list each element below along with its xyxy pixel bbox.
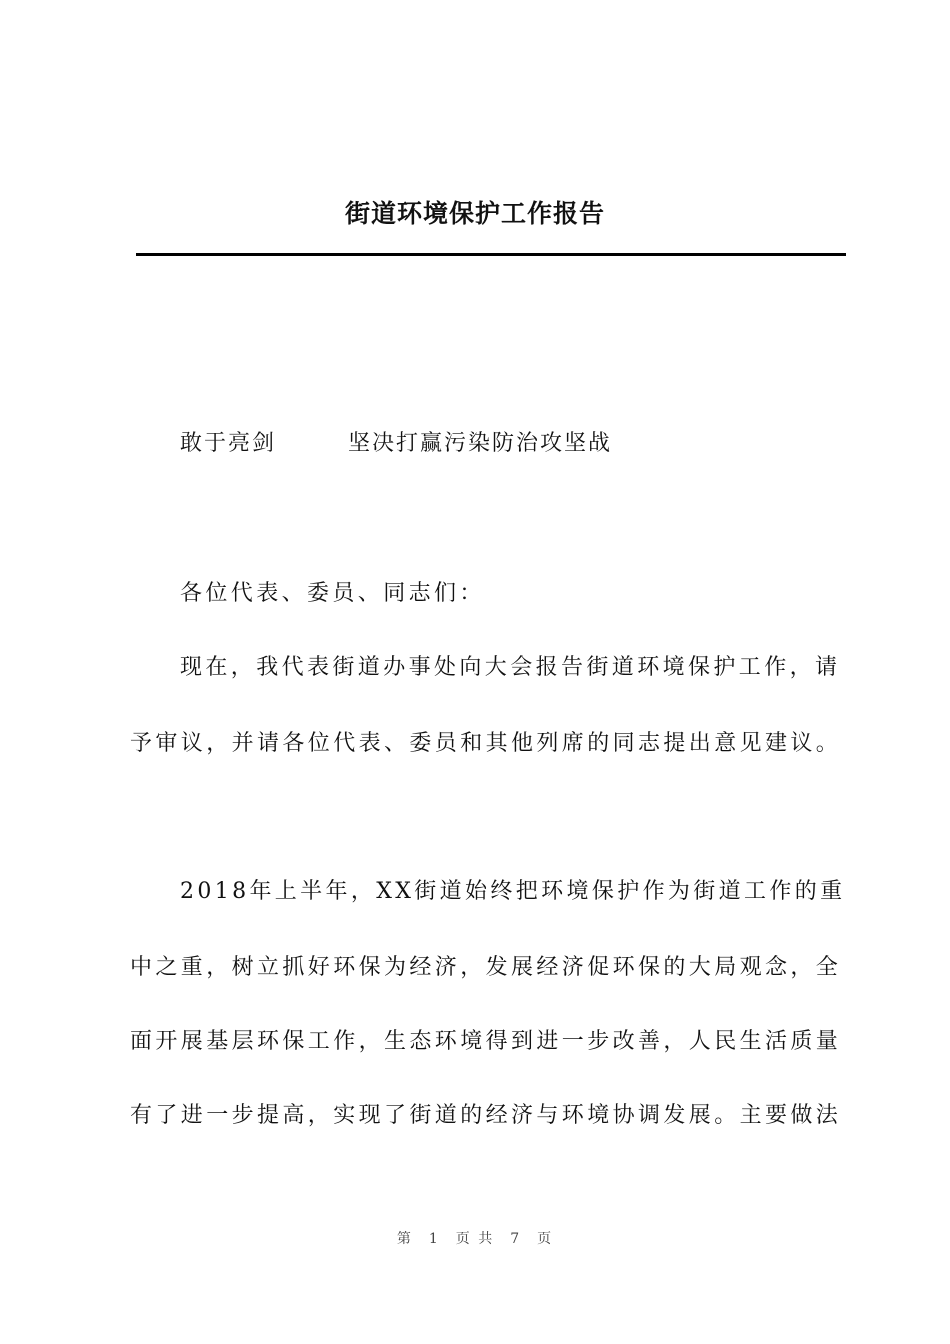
paragraph1-line: 予审议，并请各位代表、委员和其他列席的同志提出意见建议。: [130, 731, 842, 756]
paragraph2-line: 2018年上半年，XX街道始终把环境保护作为街道工作的重: [180, 879, 846, 904]
paragraph2-line: 有了进一步提高，实现了街道的经济与环境协调发展。主要做法: [130, 1103, 842, 1128]
page-number-footer: 第 1 页 共 7 页: [396, 1231, 554, 1247]
title-underline-rule: [136, 253, 846, 256]
paragraph2-line: 面开展基层环保工作，生态环境得到进一步改善，人民生活质量: [130, 1029, 842, 1054]
paragraph2-line: 中之重，树立抓好环保为经济，发展经济促环保的大局观念，全: [130, 955, 842, 980]
paragraph1-line: 现在，我代表街道办事处向大会报告街道环境保护工作，请: [180, 655, 841, 680]
document-title: 街道环境保护工作报告: [344, 199, 605, 228]
document-subtitle: 敢于亮剑 坚决打赢污染防治攻坚战: [180, 431, 613, 456]
salutation-text: 各位代表、委员、同志们：: [180, 581, 485, 606]
